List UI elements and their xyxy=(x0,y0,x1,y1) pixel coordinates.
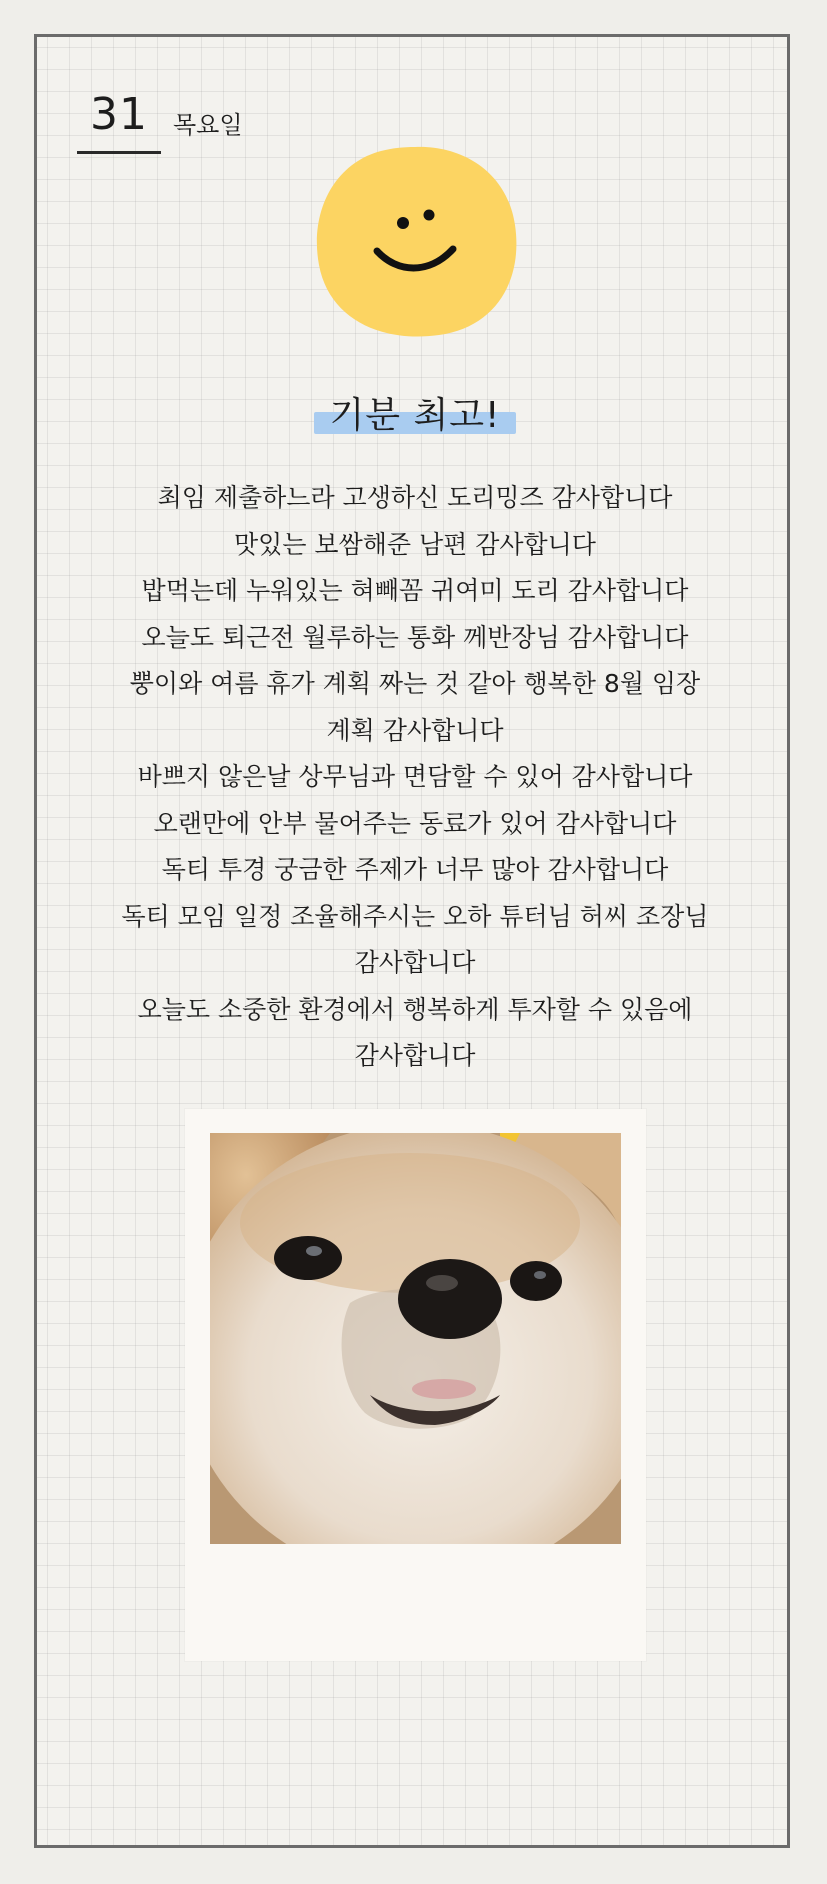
mood-title-wrap xyxy=(37,387,793,438)
dog-eye-right xyxy=(510,1261,562,1301)
dog-nose xyxy=(398,1259,502,1339)
journal-line: 밥먹는데 누워있는 혀빼꼼 귀여미 도리 감사합니다 xyxy=(141,576,689,605)
journal-line: 오늘도 소중한 환경에서 행복하게 투자할 수 있음에 xyxy=(137,994,693,1024)
date-day: 31 xyxy=(90,89,148,140)
dog-eye-left-glint xyxy=(306,1246,322,1256)
journal-line: 독티 투경 궁금한 주제가 너무 많아 감사합니다 xyxy=(161,855,669,884)
journal-line: 뿡이와 여름 휴가 계획 짜는 것 같아 행복한 8월 임장 xyxy=(129,669,701,698)
journal-line: 오랜만에 안부 물어주는 동료가 있어 감사합니다 xyxy=(153,808,677,838)
mood-title xyxy=(320,387,511,438)
smiley-face-icon xyxy=(311,141,521,341)
polaroid-frame xyxy=(185,1109,646,1661)
journal-line: 계획 감사합니다 xyxy=(326,715,504,745)
journal-line: 오늘도 퇴근전 월루하는 통화 께반장님 감사합니다 xyxy=(141,622,689,652)
date-underline xyxy=(77,151,161,154)
journal-line: 감사합니다 xyxy=(354,948,476,977)
journal-line: 감사합니다 xyxy=(354,1041,476,1070)
journal-line: 독티 모임 일정 조율해주시는 오하 튜터님 허씨 조장님 xyxy=(121,901,709,931)
date-weekday: 목요일 xyxy=(173,111,243,139)
dog-nose-shine xyxy=(426,1275,458,1291)
dog-eye-right-glint xyxy=(534,1271,546,1279)
journal-line: 최임 제출하느라 고생하신 도리밍즈 감사합니다 xyxy=(157,483,673,512)
diary-card xyxy=(34,34,790,1848)
date-block xyxy=(77,87,161,154)
journal-line: 맛있는 보쌈해준 남편 감사합니다 xyxy=(234,529,596,559)
smiley-eye-right xyxy=(424,210,435,221)
smiley-face-blob xyxy=(317,147,517,337)
gratitude-journal xyxy=(57,475,773,1080)
dog-eye-left xyxy=(274,1236,342,1280)
smiley-eye-left xyxy=(397,217,409,229)
journal-line: 바쁘지 않은날 상무님과 면담할 수 있어 감사합니다 xyxy=(137,762,693,791)
mood-label: 기분 최고! xyxy=(329,395,501,436)
dog-photo xyxy=(210,1133,621,1544)
dog-tongue xyxy=(412,1379,476,1399)
